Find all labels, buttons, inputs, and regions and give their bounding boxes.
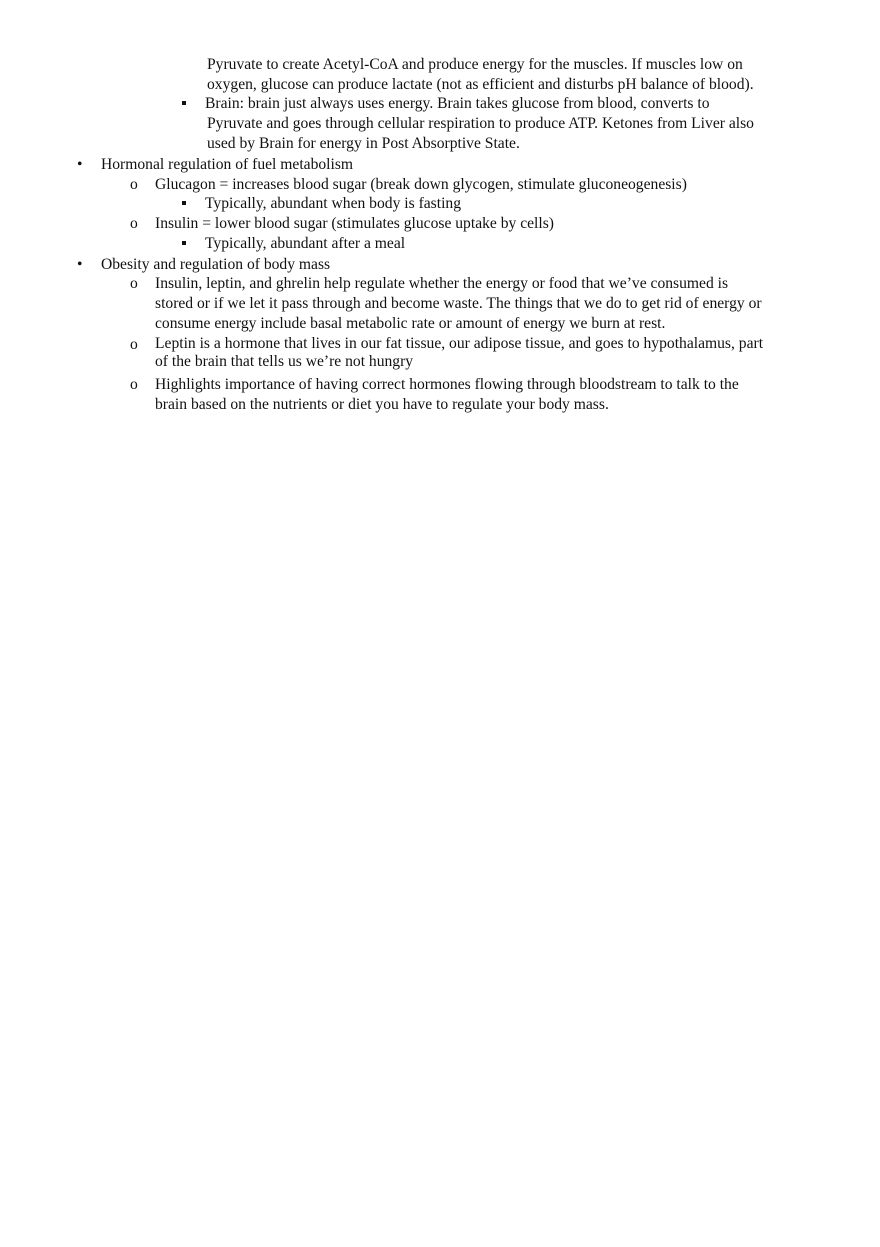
paragraph-line: oxygen, glucose can produce lactate (not as efficient and disturbs pH balance of blood). xyxy=(207,76,754,93)
paragraph-line: used by Brain for energy in Post Absorptive State. xyxy=(207,135,520,152)
paragraph-line: of the brain that tells us we’re not hungry xyxy=(155,353,414,370)
paragraph-line: Pyruvate to create Acetyl-CoA and produce energy for the muscles. If muscles low on xyxy=(207,56,743,73)
continued-paragraph xyxy=(207,55,754,95)
insulin-item: Insulin = lower blood sugar (stimulates glucose uptake by cells) xyxy=(155,215,554,232)
obesity-item-highlights xyxy=(155,375,739,415)
square-bullet-icon xyxy=(182,101,186,105)
circle-bullet-icon: o xyxy=(130,215,138,232)
paragraph-line: stored or if we let it pass through and become waste. The things that we do to get rid of energy or xyxy=(155,295,762,312)
circle-bullet-icon: o xyxy=(130,275,138,292)
section-heading-hormonal: Hormonal regulation of fuel metabolism xyxy=(101,156,354,173)
paragraph-line: brain based on the nutrients or diet you have to regulate your body mass. xyxy=(155,396,609,413)
glucagon-item: Glucagon = increases blood sugar (break down glycogen, stimulate gluconeogenesis) xyxy=(155,176,687,193)
paragraph-line: Pyruvate and goes through cellular respiration to produce ATP. Ketones from Liver also xyxy=(207,115,754,132)
obesity-item-leptin xyxy=(155,335,763,371)
square-bullet-icon xyxy=(182,241,186,245)
section-heading-obesity: Obesity and regulation of body mass xyxy=(101,256,331,273)
paragraph-line: Leptin is a hormone that lives in our fat tissue, our adipose tissue, and goes to hypothalamus, part xyxy=(155,335,764,352)
bullet-icon: • xyxy=(77,256,83,273)
obesity-item-hormones xyxy=(155,274,762,334)
square-bullet-icon xyxy=(182,201,186,205)
paragraph-line: Highlights importance of having correct hormones flowing through bloodstream to talk to the xyxy=(155,376,739,393)
paragraph-line: Insulin, leptin, and ghrelin help regulate whether the energy or food that we’ve consumed is xyxy=(155,275,729,292)
circle-bullet-icon: o xyxy=(130,336,138,353)
glucagon-sub-item: Typically, abundant when body is fasting xyxy=(205,195,462,212)
circle-bullet-icon: o xyxy=(130,376,138,393)
brain-item xyxy=(205,94,754,154)
bullet-icon: • xyxy=(77,156,83,173)
paragraph-line: consume energy include basal metabolic rate or amount of energy we burn at rest. xyxy=(155,315,666,332)
paragraph-line: Brain: brain just always uses energy. Brain takes glucose from blood, converts to xyxy=(205,95,710,112)
insulin-sub-item: Typically, abundant after a meal xyxy=(205,235,406,252)
circle-bullet-icon: o xyxy=(130,176,138,193)
